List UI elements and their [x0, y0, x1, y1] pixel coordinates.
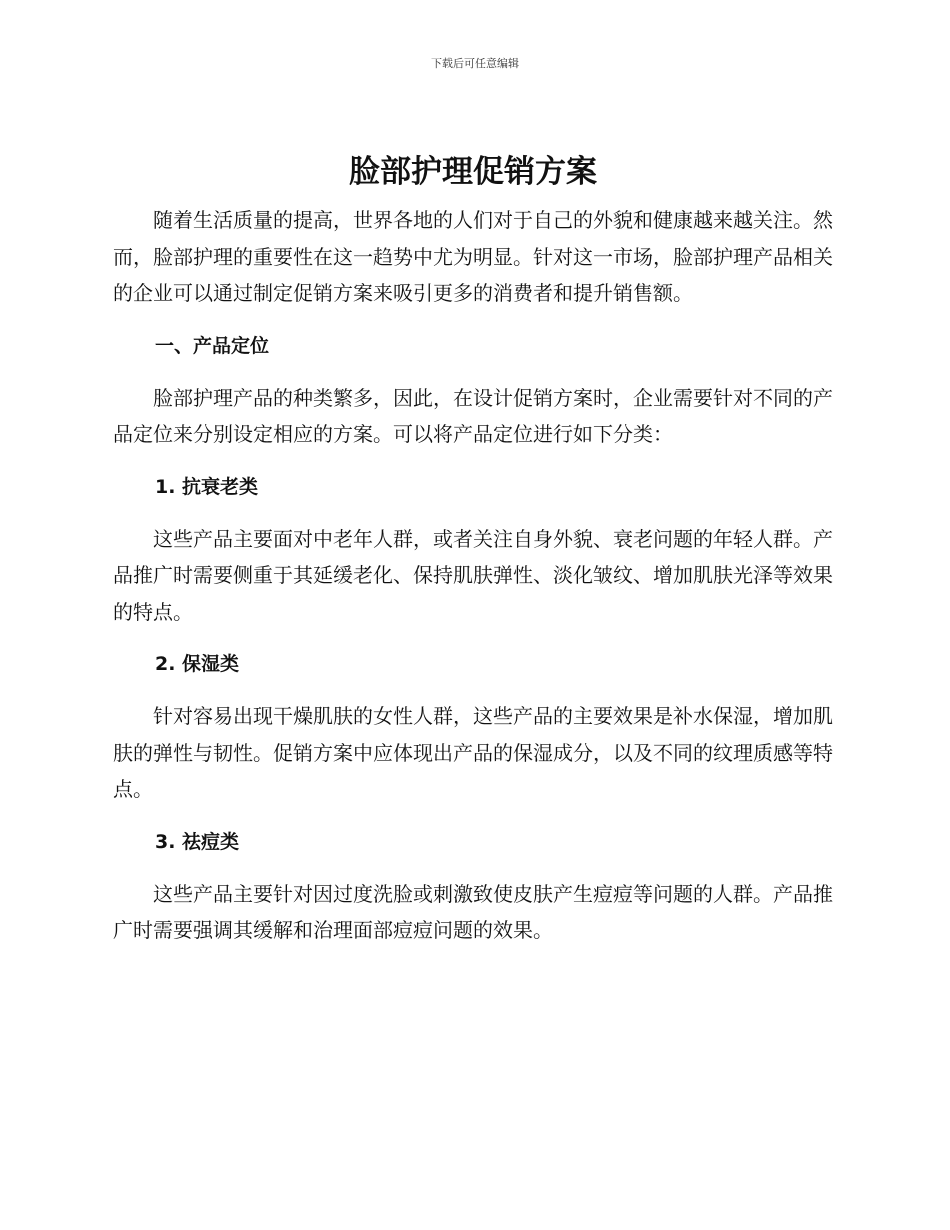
subheading-moisturizing: 2. 保湿类 — [155, 653, 240, 675]
paragraph-anti-aging: 这些产品主要面对中老年人群，或者关注自身外貌、衰老问题的年轻人群。产品推广时需要侧重于其延缓老化、保持肌肤弹性、淡化皱纹、增加肌肤光泽等效果的特点。 — [113, 526, 833, 624]
paragraph-moisturizing: 针对容易出现干燥肌肤的女性人群，这些产品的主要效果是补水保湿，增加肌肤的弹性与韧性。促销方案中应体现出产品的保湿成分，以及不同的纹理质感等特点。 — [113, 704, 833, 801]
document-title: 脸部护理促销方案 — [349, 154, 597, 190]
section-heading-product-positioning: 一、产品定位 — [155, 334, 270, 357]
page-header: 下载后可任意编辑 — [431, 57, 519, 70]
document-body — [113, 150, 833, 949]
section-paragraph-product-positioning: 脸部护理产品的种类繁多，因此，在设计促销方案时，企业需要针对不同的产品定位来分别设定相应的方案。可以将产品定位进行如下分类： — [113, 385, 833, 446]
subheading-anti-aging: 1. 抗衰老类 — [155, 475, 259, 498]
intro-paragraph: 随着生活质量的提高，世界各地的人们对于自己的外貌和健康越来越关注。然而，脸部护理的重要性在这一趋势中尤为明显。针对这一市场，脸部护理产品相关的企业可以通过制定促销方案来吸引更多的消费者和提升销售额。 — [113, 208, 833, 305]
paragraph-acne: 这些产品主要针对因过度洗脸或刺激致使皮肤产生痘痘等问题的人群。产品推广时需要强调其缓解和治理面部痘痘问题的效果。 — [113, 881, 833, 942]
subheading-acne: 3. 祛痘类 — [155, 830, 240, 853]
